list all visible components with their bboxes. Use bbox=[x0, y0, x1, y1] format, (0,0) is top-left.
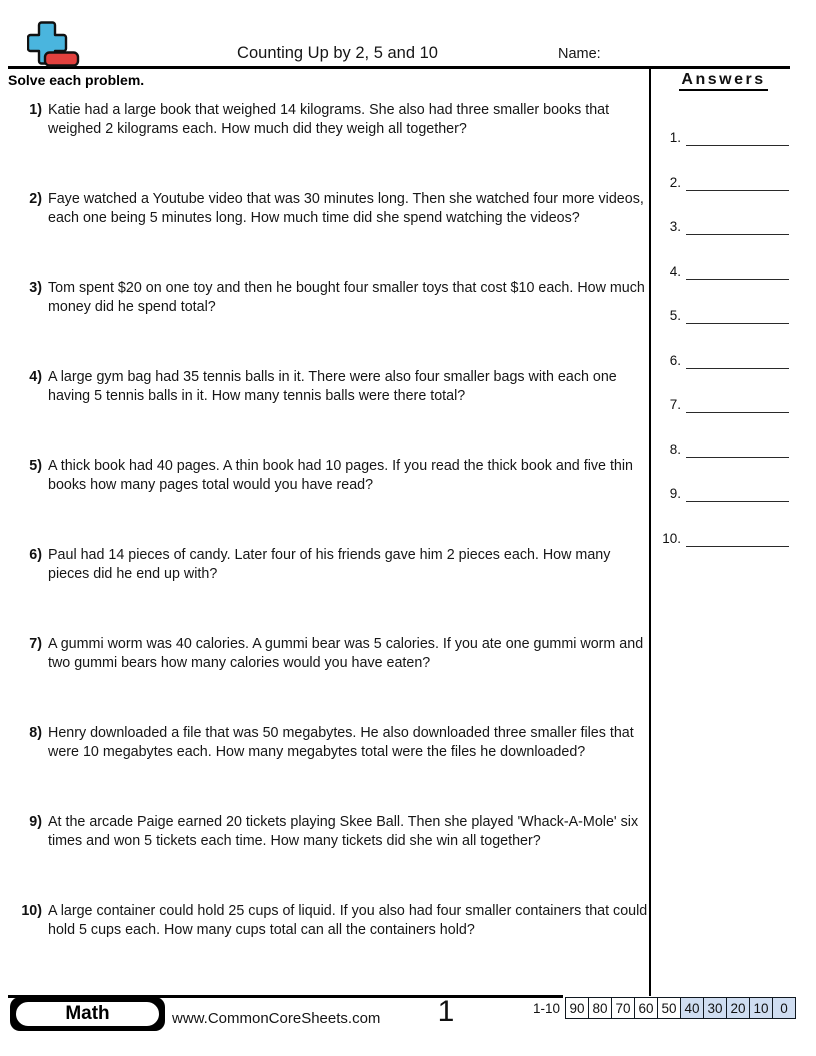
answer-row-7 bbox=[655, 391, 789, 413]
problem-number: 8) bbox=[29, 725, 42, 741]
website-link[interactable]: www.CommonCoreSheets.com bbox=[172, 1010, 381, 1027]
answer-number: 9. bbox=[669, 486, 681, 501]
header-divider bbox=[8, 66, 790, 69]
answer-number: 10. bbox=[662, 531, 681, 546]
problem-text: Henry downloaded a file that was 50 megabytes. He also downloaded three smaller files that were 10 megabytes each. How many megabytes total were the files he downloaded? bbox=[48, 725, 634, 761]
score-cell: 0 bbox=[773, 998, 796, 1019]
problem-number: 3) bbox=[29, 280, 42, 296]
answer-row-2 bbox=[655, 169, 789, 191]
plus-minus-logo-icon bbox=[27, 21, 81, 68]
problem-number: 5) bbox=[29, 458, 42, 474]
problem-item-7 bbox=[0, 635, 648, 674]
problem-text: A large container could hold 25 cups of liquid. If you also had four smaller containers that could hold 5 cups each. How many cups total can all the containers hold? bbox=[48, 903, 648, 939]
answer-blank-line[interactable] bbox=[686, 124, 789, 146]
answer-blank-line[interactable] bbox=[686, 525, 789, 547]
subject-badge bbox=[10, 997, 165, 1031]
answer-blank-line[interactable] bbox=[686, 391, 789, 413]
problem-number: 9) bbox=[29, 814, 42, 830]
answer-blank-line[interactable] bbox=[686, 436, 789, 458]
problem-number: 2) bbox=[29, 191, 42, 207]
score-cell: 60 bbox=[635, 998, 658, 1019]
answer-row-1 bbox=[655, 124, 789, 146]
answer-blank-line[interactable] bbox=[686, 347, 789, 369]
answer-row-6 bbox=[655, 347, 789, 369]
problem-number: 4) bbox=[29, 369, 42, 385]
problem-item-9 bbox=[0, 813, 648, 852]
name-label: Name: bbox=[558, 46, 601, 62]
answer-blank-line[interactable] bbox=[686, 258, 789, 280]
problem-item-6 bbox=[0, 546, 648, 585]
answer-number: 5. bbox=[669, 308, 681, 323]
score-range-label: 1-10 bbox=[532, 1001, 560, 1016]
problem-text: Faye watched a Youtube video that was 30 minutes long. Then she watched four more videos, each one being 5 minutes long. How much time did she spend watching the videos? bbox=[48, 191, 644, 227]
problem-item-2 bbox=[0, 190, 648, 229]
answer-blank-line[interactable] bbox=[686, 213, 789, 235]
score-cell: 70 bbox=[612, 998, 635, 1019]
answer-blank-line[interactable] bbox=[686, 480, 789, 502]
score-cell: 20 bbox=[727, 998, 750, 1019]
answer-number: 3. bbox=[669, 219, 681, 234]
subject-label: Math bbox=[14, 1000, 161, 1028]
answer-number: 4. bbox=[669, 264, 681, 279]
problem-item-10 bbox=[0, 902, 648, 941]
problem-text: A thick book had 40 pages. A thin book had 10 pages. If you read the thick book and five thin books how many pages total would you have read? bbox=[48, 458, 633, 494]
problem-text: At the arcade Paige earned 20 tickets playing Skee Ball. Then she played 'Whack-A-Mole' six times and won 5 tickets each time. How many tickets did she win all together? bbox=[48, 814, 639, 850]
answer-number: 8. bbox=[669, 442, 681, 457]
score-cell: 50 bbox=[658, 998, 681, 1019]
problem-text: Paul had 14 pieces of candy. Later four of his friends gave him 2 pieces each. How many pieces did he end up with? bbox=[48, 547, 611, 583]
score-cell: 80 bbox=[589, 998, 612, 1019]
page-title: Counting Up by 2, 5 and 10 bbox=[237, 44, 438, 62]
answer-number: 2. bbox=[669, 175, 681, 190]
answer-number: 1. bbox=[669, 130, 681, 145]
answer-number: 7. bbox=[669, 397, 681, 412]
problem-item-1 bbox=[0, 101, 648, 140]
answer-row-8 bbox=[655, 436, 789, 458]
problem-item-3 bbox=[0, 279, 648, 318]
problem-item-5 bbox=[0, 457, 648, 496]
problem-item-8 bbox=[0, 724, 648, 763]
page-number: 1 bbox=[437, 995, 455, 1028]
answer-row-3 bbox=[655, 213, 789, 235]
answers-title: Answers bbox=[657, 71, 790, 89]
answer-blank-line[interactable] bbox=[686, 302, 789, 324]
score-cell: 10 bbox=[750, 998, 773, 1019]
score-cell: 30 bbox=[704, 998, 727, 1019]
answer-row-10 bbox=[655, 525, 789, 547]
problem-number: 10) bbox=[21, 903, 42, 919]
problem-text: Tom spent $20 on one toy and then he bought four smaller toys that cost $10 each. How much money did he spend total? bbox=[48, 280, 645, 316]
problem-item-4 bbox=[0, 368, 648, 407]
problem-number: 7) bbox=[29, 636, 42, 652]
answer-blank-line[interactable] bbox=[686, 169, 789, 191]
answer-number: 6. bbox=[669, 353, 681, 368]
problem-text: Katie had a large book that weighed 14 kilograms. She also had three smaller books that weighed 2 kilograms each. How much did they weigh all together? bbox=[48, 102, 610, 138]
problem-number: 6) bbox=[29, 547, 42, 563]
instructions-text: Solve each problem. bbox=[8, 72, 145, 88]
answer-row-5 bbox=[655, 302, 789, 324]
problem-number: 1) bbox=[29, 102, 42, 118]
answer-row-9 bbox=[655, 480, 789, 502]
score-cell: 90 bbox=[566, 998, 589, 1019]
problem-text: A large gym bag had 35 tennis balls in it. There were also four smaller bags with each one having 5 tennis balls in it. How many tennis balls were there total? bbox=[48, 369, 617, 405]
problem-text: A gummi worm was 40 calories. A gummi bear was 5 calories. If you ate one gummi worm and two gummi bears how many calories would you have eaten? bbox=[48, 636, 644, 672]
answers-divider bbox=[649, 69, 651, 996]
score-cell: 40 bbox=[681, 998, 704, 1019]
score-table bbox=[565, 997, 796, 1019]
answer-row-4 bbox=[655, 258, 789, 280]
